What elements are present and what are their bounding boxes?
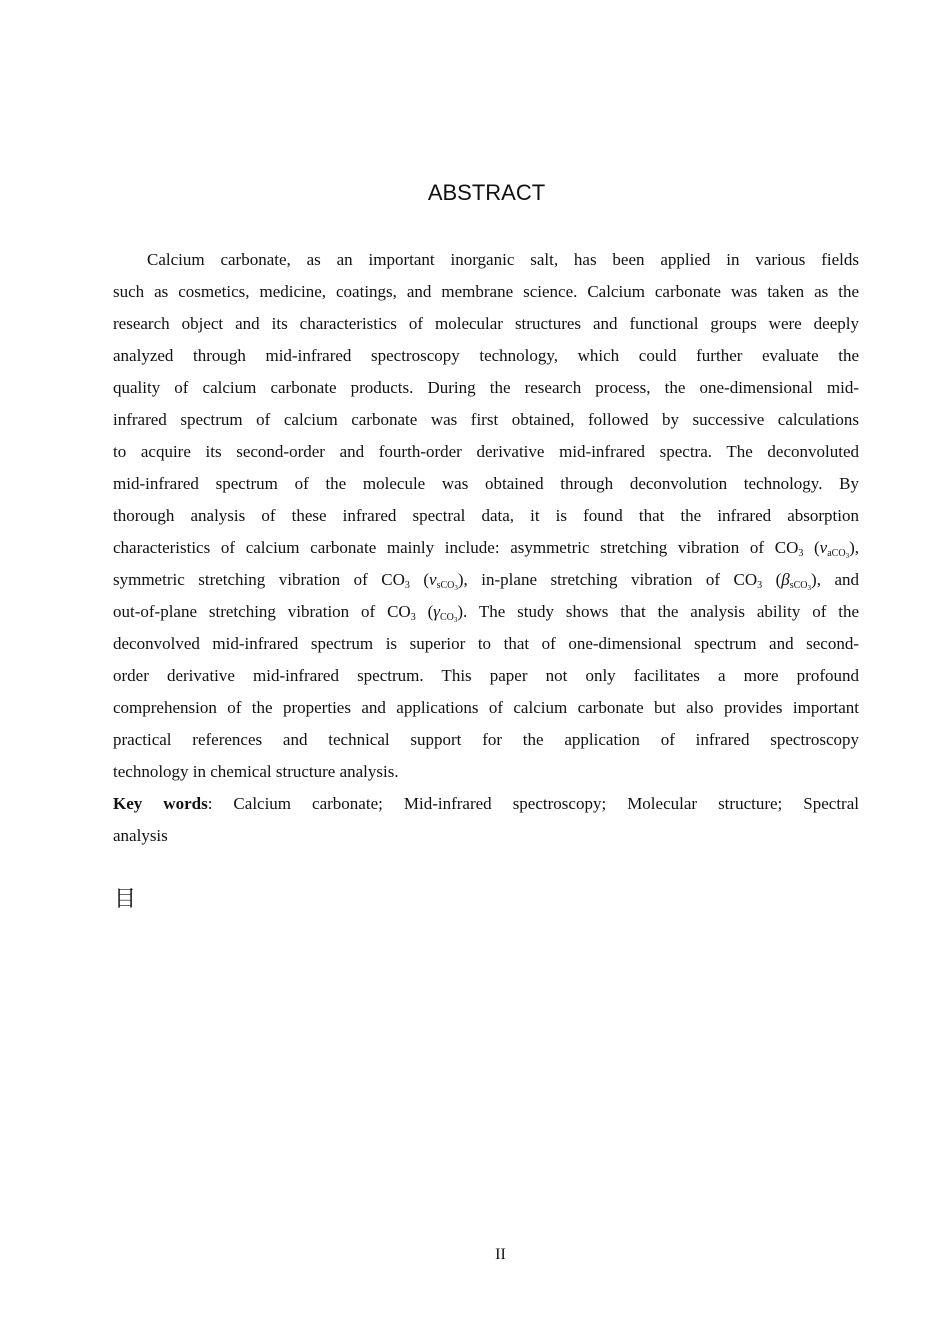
text: in-plane stretching vibration of CO xyxy=(481,570,758,589)
keywords-continued: analysis xyxy=(113,826,168,845)
subscript: 3 xyxy=(845,552,850,560)
subscript: 3 xyxy=(410,612,416,623)
text: sCO xyxy=(436,580,455,591)
abstract-line: analyzed through mid-infrared spectroscopy technology, which could further evaluate the xyxy=(113,346,859,365)
text: ), xyxy=(849,538,859,557)
symbol: ν xyxy=(819,538,828,557)
text: ( xyxy=(409,570,430,589)
keywords-label: Key words xyxy=(113,794,208,813)
abstract-line: thorough analysis of these infrared spectral data, it is found that the infrared absorption xyxy=(113,506,859,525)
subscript: 3 xyxy=(453,616,458,624)
abstract-line: Calcium carbonate, as an important inorganic salt, has been applied in various fields xyxy=(147,250,859,269)
abstract-line: mid-infrared spectrum of the molecule was obtained through deconvolution technology. By xyxy=(113,474,859,493)
symbol: γ xyxy=(433,602,440,621)
subscript: 3 xyxy=(757,580,763,591)
symbol: ν xyxy=(429,570,437,589)
text: and xyxy=(834,570,859,589)
abstract-line: research object and its characteristics of molecular structures and functional groups were deeply xyxy=(113,314,859,333)
keywords-text: : Calcium carbonate; Mid-infrared spectroscopy; Molecular structure; Spectral xyxy=(207,794,859,813)
text: ). xyxy=(457,602,468,621)
text: ( xyxy=(762,570,782,589)
text: The study shows that the analysis ability of the xyxy=(478,602,859,621)
subscript: 3 xyxy=(798,548,804,559)
text: aCO xyxy=(827,548,846,559)
subscript: 3 xyxy=(454,584,458,592)
text: ), xyxy=(457,570,468,589)
text: characteristics of calcium carbonate mainly include: asymmetric stretching vibration of CO xyxy=(113,538,799,557)
abstract-line: practical references and technical support for the application of infrared spectroscopy xyxy=(113,730,859,749)
abstract-line: order derivative mid-infrared spectrum. This paper not only facilitates a more profound xyxy=(113,666,859,685)
abstract-line: quality of calcium carbonate products. During the research process, the one-dimensional mid- xyxy=(113,378,859,397)
subscript xyxy=(827,548,849,559)
text: ( xyxy=(415,602,434,621)
text: symmetric stretching vibration of CO xyxy=(113,570,405,589)
toc-heading: 目 xyxy=(114,887,137,912)
subscript: 3 xyxy=(807,584,812,592)
abstract-line: comprehension of the properties and applications of calcium carbonate but also provides important xyxy=(113,698,859,717)
subscript xyxy=(790,580,811,591)
abstract-line: such as cosmetics, medicine, coatings, and membrane science. Calcium carbonate was taken as the xyxy=(113,282,859,301)
abstract-line: technology in chemical structure analysis. xyxy=(113,762,399,781)
keywords xyxy=(113,791,859,823)
abstract-line: deconvolved mid-infrared spectrum is superior to that of one-dimensional spectrum and second- xyxy=(113,634,859,653)
abstract-line: to acquire its second-order and fourth-order derivative mid-infrared spectra. The deconvoluted xyxy=(113,442,859,461)
text: ( xyxy=(803,538,820,557)
page-number: II xyxy=(495,1246,506,1263)
text: sCO xyxy=(789,580,808,591)
text: CO xyxy=(439,612,454,623)
text: out-of-plane stretching vibration of CO xyxy=(113,602,411,621)
subscript: 3 xyxy=(404,580,410,591)
subscript xyxy=(437,580,458,591)
abstract-line: infrared spectrum of calcium carbonate was first obtained, followed by successive calculations xyxy=(113,410,859,429)
abstract-body xyxy=(113,247,859,855)
symbol: β xyxy=(781,570,790,589)
abstract-line xyxy=(113,535,859,567)
abstract-line xyxy=(113,599,859,631)
subscript xyxy=(440,612,457,623)
page-title: ABSTRACT xyxy=(427,180,546,205)
abstract-line xyxy=(113,567,859,599)
text: ), xyxy=(811,570,821,589)
